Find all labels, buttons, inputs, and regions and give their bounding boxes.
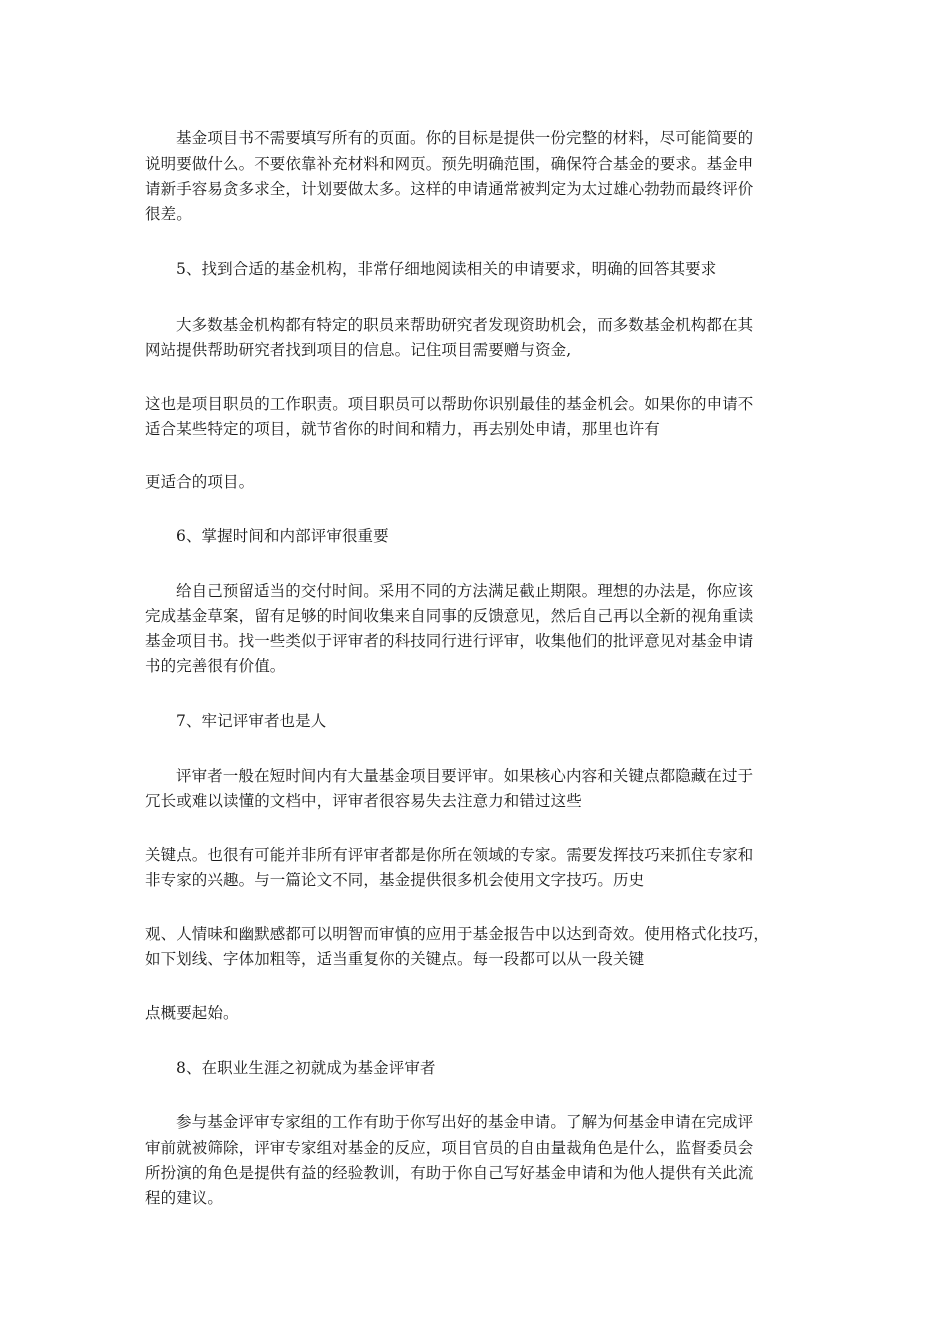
text-line: 审前就被筛除，评审专家组对基金的反应，项目官员的自由量裁角色是什么，监督委员会 [145,1139,754,1157]
text-line: 评审者一般在短时间内有大量基金项目要评审。如果核心内容和关键点都隐藏在过于 [176,767,754,785]
text-line: 更适合的项目。 [145,473,255,491]
text-line: 非专家的兴趣。与一篇论文不同，基金提供很多机会使用文字技巧。历史 [145,871,645,889]
text-line: 程的建议。 [145,1189,224,1207]
text-line: 基金项目书不需要填写所有的页面。你的目标是提供一份完整的材料，尽可能简要的 [176,129,754,147]
text-line: 如下划线、字体加粗等，适当重复你的关键点。每一段都可以从一段关键 [145,950,645,968]
section-heading: 6、掌握时间和内部评审很重要 [176,527,389,545]
section-heading: 8、在职业生涯之初就成为基金评审者 [176,1059,436,1077]
text-line: 关键点。也很有可能并非所有评审者都是你所在领域的专家。需要发挥技巧来抓住专家和 [145,846,754,864]
text-line: 很差。 [145,205,192,223]
text-line: 观、人情味和幽默感都可以明智而审慎的应用于基金报告中以达到奇效。使用格式化技巧， [145,925,770,943]
text-line: 参与基金评审专家组的工作有助于你写出好的基金申请。了解为何基金申请在完成评 [176,1113,754,1131]
text-line: 所扮演的角色是提供有益的经验教训，有助于你自己写好基金申请和为他人提供有关此流 [145,1164,754,1182]
section-heading: 5、找到合适的基金机构，非常仔细地阅读相关的申请要求，明确的回答其要求 [176,260,717,278]
text-line: 给自己预留适当的交付时间。采用不同的方法满足截止期限。理想的办法是，你应该 [176,582,754,600]
text-line: 适合某些特定的项目，就节省你的时间和精力，再去别处申请，那里也许有 [145,420,660,438]
text-line: 完成基金草案，留有足够的时间收集来自同事的反馈意见，然后自己再以全新的视角重读 [145,607,754,625]
text-line: 网站提供帮助研究者找到项目的信息。记住项目需要赠与资金, [145,341,572,359]
text-line: 基金项目书。找一些类似于评审者的科技同行进行评审，收集他们的批评意见对基金申请 [145,632,754,650]
text-line: 冗长或难以读懂的文档中，评审者很容易失去注意力和错过这些 [145,792,582,810]
text-line: 点概要起始。 [145,1004,239,1022]
section-heading: 7、牢记评审者也是人 [176,712,327,730]
text-line: 说明要做什么。不要依靠补充材料和网页。预先明确范围，确保符合基金的要求。基金申 [145,155,754,173]
text-line: 大多数基金机构都有特定的职员来帮助研究者发现资助机会，而多数基金机构都在其 [176,316,754,334]
text-line: 这也是项目职员的工作职责。项目职员可以帮助你识别最佳的基金机会。如果你的申请不 [145,395,754,413]
text-line: 请新手容易贪多求全，计划要做太多。这样的申请通常被判定为太过雄心勃勃而最终评价 [145,180,754,198]
text-line: 书的完善很有价值。 [145,657,286,675]
